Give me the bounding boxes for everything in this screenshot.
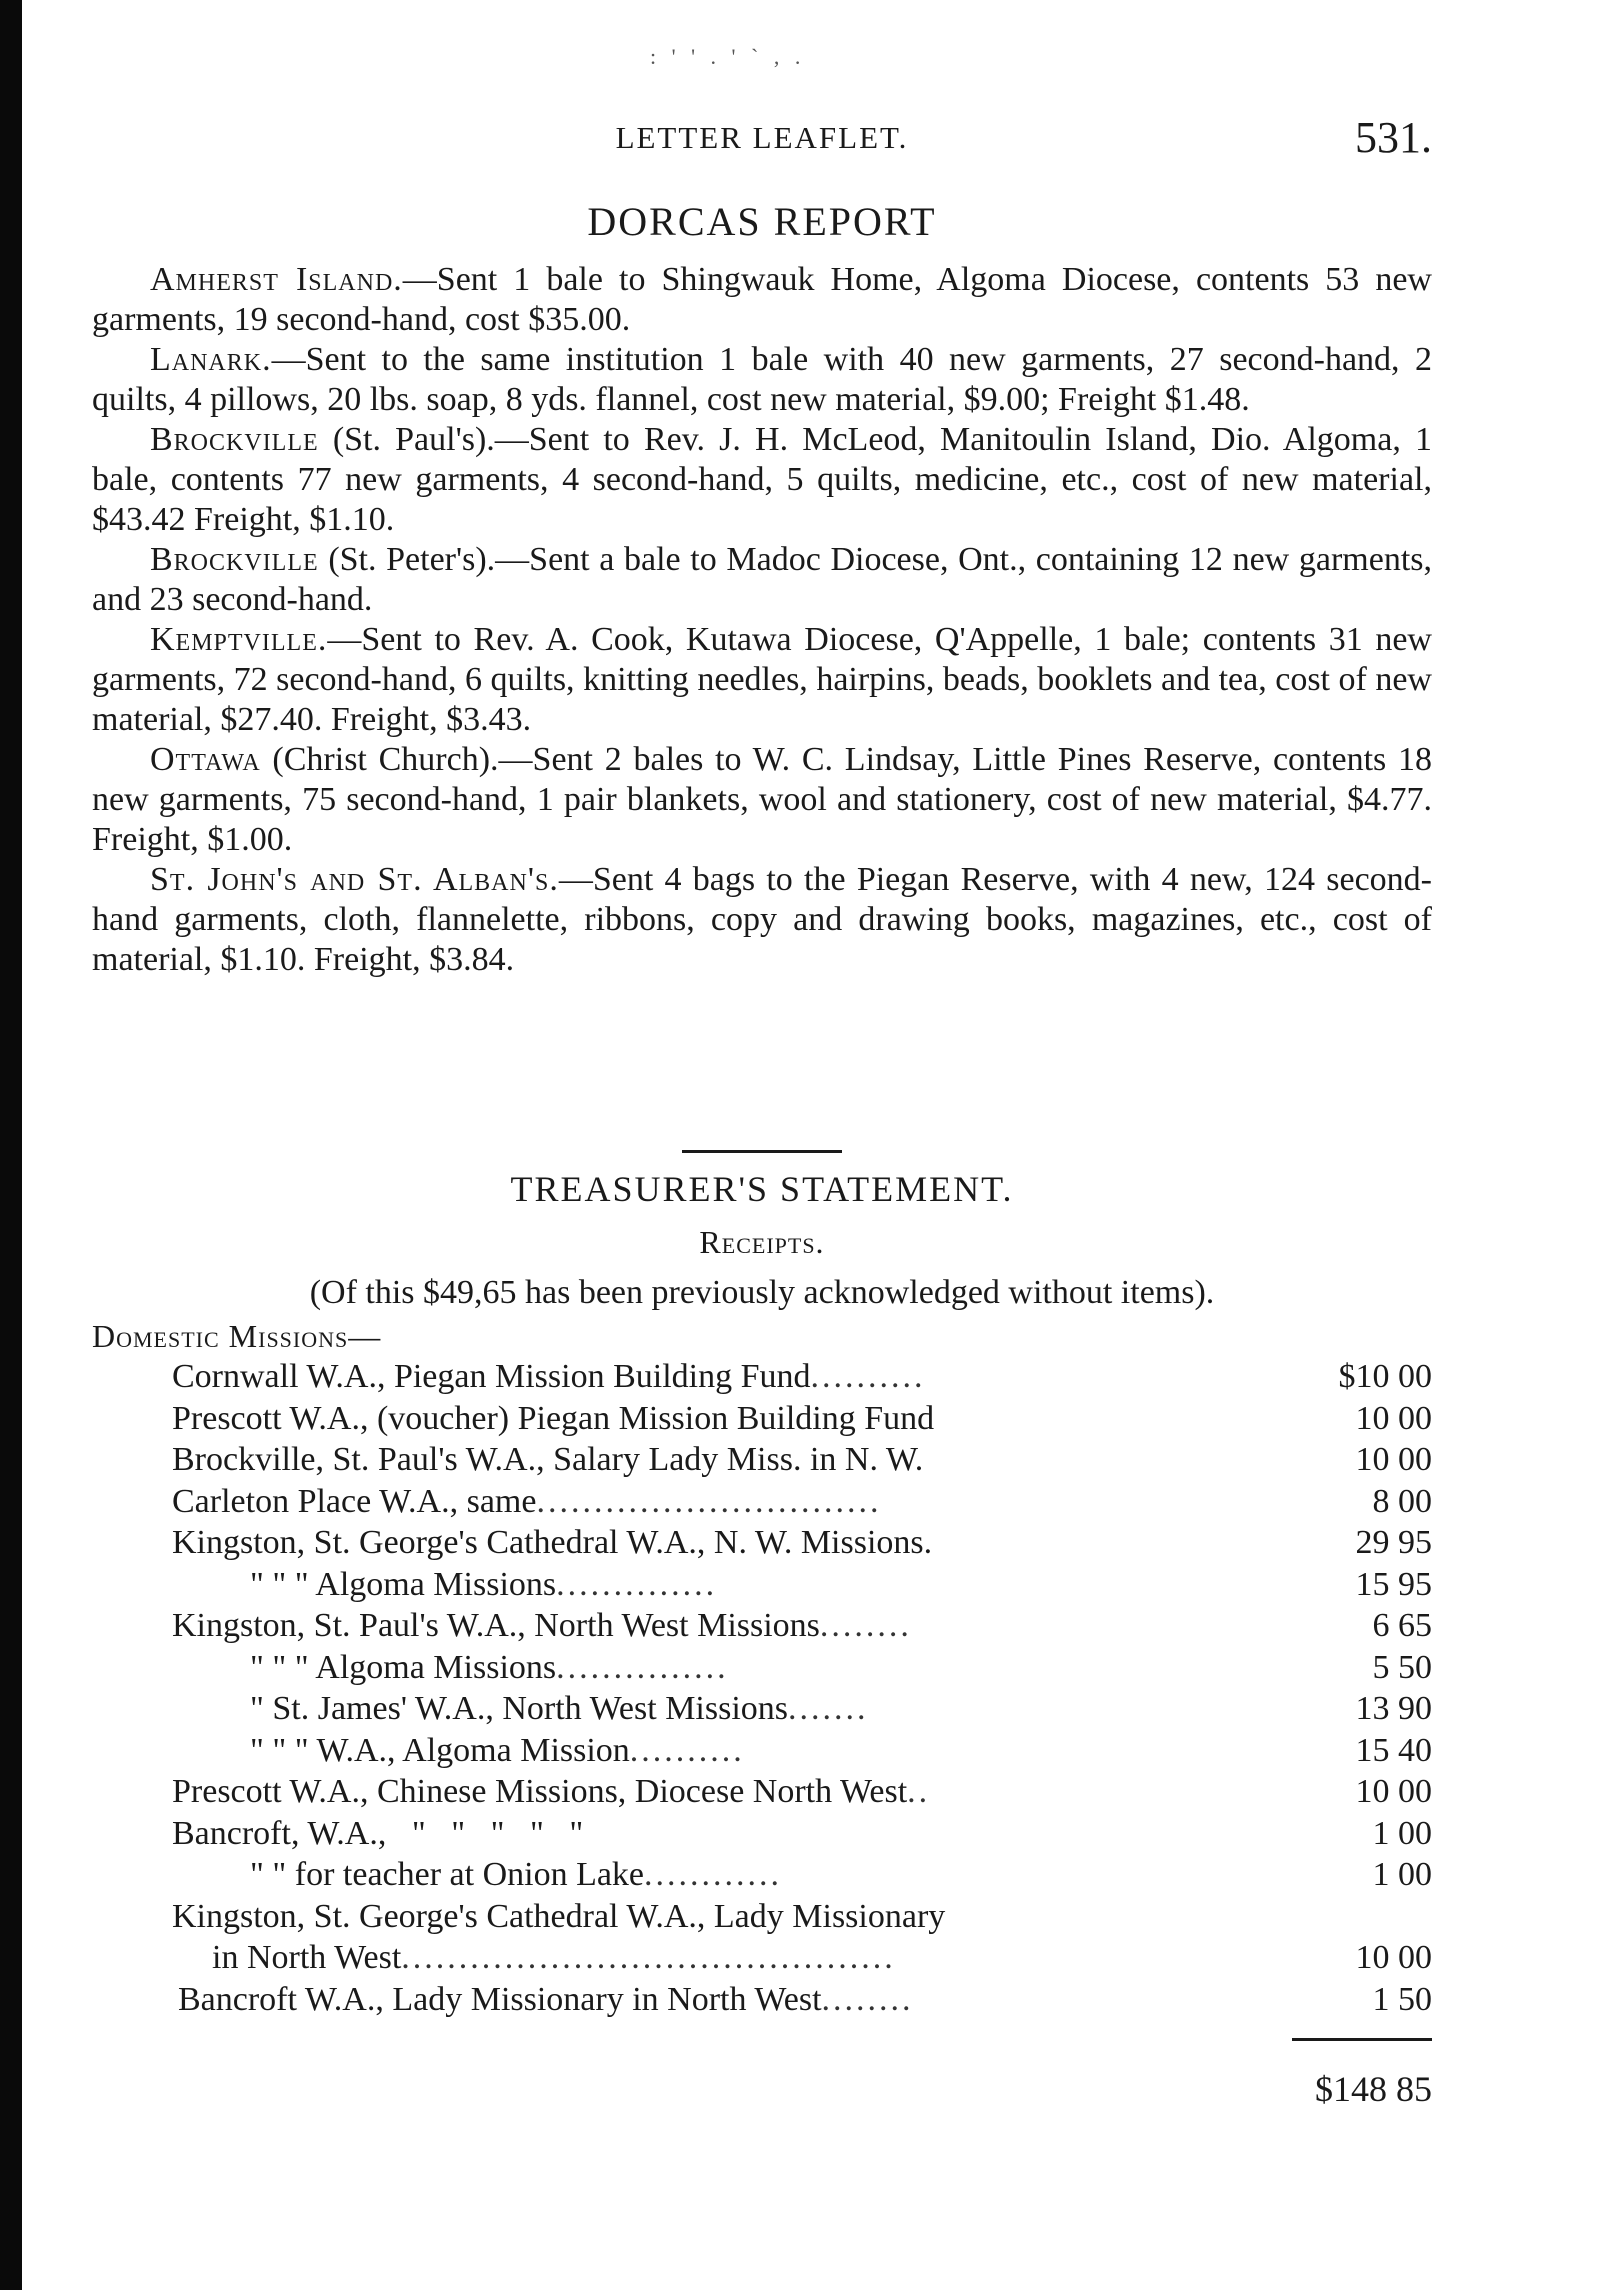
ledger-description: in North West	[212, 1939, 402, 1976]
ledger-row	[172, 1398, 1432, 1440]
entry-place: Ottawa	[150, 741, 261, 778]
receipts-total: $148 85	[1315, 2069, 1432, 2109]
ledger-row	[172, 1730, 1432, 1772]
ledger-description: Prescott W.A., (voucher) Piegan Mission Building Fund	[172, 1399, 935, 1437]
ledger-row	[172, 1356, 1432, 1398]
ledger-leader: ........	[819, 1607, 912, 1644]
ledger-row	[172, 1481, 1432, 1523]
entry-text: (St. Peter's).—Sent a bale to Madoc Diocese, Ont., containing 12 new garments, and 23 second-hand.	[92, 541, 1432, 618]
entry-text: —Sent to the same institution 1 bale with 40 new garments, 27 second-hand, 2 quilts, 4 pillows, 20 lbs. soap, 8 yds. flannel, cost new material, $9.00; Freight $1.48.	[92, 341, 1432, 418]
ledger-row	[172, 1647, 1432, 1689]
ledger-row	[172, 1937, 1432, 1979]
ledger-description: " " " W.A., Algoma Mission	[250, 1731, 630, 1769]
page-number: 531.	[1355, 113, 1432, 162]
ledger-description: " St. James' W.A., North West Missions	[250, 1690, 789, 1727]
ledger-leader: ............	[644, 1856, 783, 1893]
ledger-leader: ..........	[810, 1358, 926, 1395]
ledger-description: Cornwall W.A., Piegan Mission Building Fund	[172, 1358, 811, 1395]
ledger-description: " " " Algoma Missions	[250, 1565, 557, 1603]
entry-place: Amherst Island.	[150, 261, 403, 298]
ledger-leader: ..............................	[536, 1482, 882, 1520]
ledger-amount: 1 00	[1372, 1814, 1432, 1852]
ledger-amount: 10 00	[1355, 1441, 1432, 1478]
ledger-row	[172, 1979, 1432, 2021]
ledger-leader: ..............	[556, 1565, 718, 1603]
entry-place: St. John's and St. Alban's.	[150, 861, 559, 898]
page	[92, 0, 1432, 2290]
ledger-description: Kingston, St. George's Cathedral W.A., N. W. Missions.	[172, 1524, 933, 1561]
dorcas-entry	[92, 740, 1432, 860]
ledger-description: " " " Algoma Missions	[250, 1648, 557, 1686]
entry-text: —Sent 1 bale to Shingwauk Home, Algoma Diocese, contents 53 new garments, 19 second-hand, cost $35.00.	[92, 261, 1432, 338]
entry-place: Kemptville.	[150, 621, 328, 658]
entry-place: Brockville	[150, 541, 319, 578]
ledger-amount: 10 00	[1355, 1773, 1432, 1810]
category-label: Domestic Missions—	[92, 1318, 382, 1354]
ledger-leader: ..	[907, 1773, 931, 1810]
ledger-description: Carleton Place W.A., same	[172, 1482, 537, 1520]
ledger-amount: 1 50	[1372, 1980, 1432, 2018]
dorcas-entry	[92, 420, 1432, 540]
ledger-description: Kingston, St. Paul's W.A., North West Missions	[172, 1607, 820, 1644]
entry-text: (St. Paul's).—Sent to Rev. J. H. McLeod, Manitoulin Island, Dio. Algoma, 1 bale, contents 77 new garments, 4 second-hand, 5 quilts, medicine, etc., cost of new material, $43.42 Freight, $1.10.	[92, 421, 1432, 538]
running-title: LETTER LEAFLET.	[615, 120, 909, 155]
entry-place: Lanark.	[150, 341, 272, 378]
ledger-amount: 10 00	[1355, 1939, 1432, 1976]
ledger-amount: 8 00	[1372, 1482, 1432, 1520]
dorcas-heading: DORCAS REPORT	[587, 199, 937, 244]
receipts-ledger	[172, 1356, 1432, 2020]
ledger-row	[172, 1854, 1432, 1896]
entry-text: (Christ Church).—Sent 2 bales to W. C. Lindsay, Little Pines Reserve, contents 18 new garments, 75 second-hand, 1 pair blankets, wool and stationery, cost of new material, $4.77. Freight, $1.00.	[92, 741, 1432, 858]
ledger-amount: 10 00	[1355, 1399, 1432, 1437]
entry-text: —Sent 4 bags to the Piegan Reserve, with 4 new, 124 second-hand garments, cloth, flannelette, ribbons, copy and drawing books, magazines, etc., cost of material, $1.10. Freight, $3.84.	[92, 861, 1432, 978]
receipts-note: (Of this $49,65 has been previously acknowledged without items).	[309, 1274, 1215, 1311]
ledger-amount: 6 65	[1372, 1607, 1432, 1644]
treasurer-heading: TREASURER'S STATEMENT.	[510, 1169, 1014, 1209]
ledger-amount: 1 00	[1372, 1856, 1432, 1893]
ledger-leader: ........	[821, 1980, 914, 2018]
section-divider	[682, 1150, 842, 1153]
ledger-row	[172, 1688, 1432, 1730]
binding-edge	[0, 0, 22, 2290]
ledger-row	[172, 1896, 1432, 1938]
ledger-row	[172, 1605, 1432, 1647]
ledger-amount: 15 95	[1355, 1565, 1432, 1603]
ledger-description: " " for teacher at Onion Lake	[250, 1856, 645, 1893]
ledger-amount: $10 00	[1338, 1358, 1432, 1395]
ledger-leader: ...............	[556, 1648, 729, 1686]
ledger-amount: 5 50	[1372, 1648, 1432, 1686]
ledger-row	[172, 1522, 1432, 1564]
ledger-description: Bancroft W.A., Lady Missionary in North West	[178, 1980, 822, 2018]
ledger-row	[172, 1439, 1432, 1481]
ledger-amount: 13 90	[1355, 1690, 1432, 1727]
ledger-amount: 29 95	[1355, 1524, 1432, 1561]
receipts-subheading: Receipts.	[699, 1224, 825, 1260]
ledger-row	[172, 1771, 1432, 1813]
ledger-leader: ..........	[629, 1731, 745, 1769]
ledger-row	[172, 1813, 1432, 1855]
print-specks: : ' ' . ' ` , .	[650, 44, 806, 69]
ledger-description: Brockville, St. Paul's W.A., Salary Lady Miss. in N. W.	[172, 1441, 924, 1478]
dorcas-entry	[92, 860, 1432, 980]
entry-place: Brockville	[150, 421, 319, 458]
dorcas-report	[92, 260, 1432, 980]
ledger-description: Kingston, St. George's Cathedral W.A., Lady Missionary	[172, 1897, 946, 1935]
ledger-amount: 15 40	[1355, 1731, 1432, 1769]
ledger-leader: ...........................................	[401, 1939, 896, 1976]
ledger-description: Prescott W.A., Chinese Missions, Diocese North West	[172, 1773, 908, 1810]
ledger-row	[172, 1564, 1432, 1606]
ledger-leader: .......	[788, 1690, 869, 1727]
running-header	[92, 112, 1432, 162]
dorcas-entry	[92, 260, 1432, 340]
dorcas-entry	[92, 340, 1432, 420]
total-rule	[1292, 2038, 1432, 2041]
entry-text: —Sent to Rev. A. Cook, Kutawa Diocese, Q'Appelle, 1 bale; contents 31 new garments, 72 second-hand, 6 quilts, knitting needles, hairpins, beads, booklets and tea, cost of new material, $27.40. Freight, $3.43.	[92, 621, 1432, 738]
ledger-description: Bancroft, W.A., " " " " "	[172, 1814, 584, 1852]
dorcas-entry	[92, 620, 1432, 740]
dorcas-entry	[92, 540, 1432, 620]
